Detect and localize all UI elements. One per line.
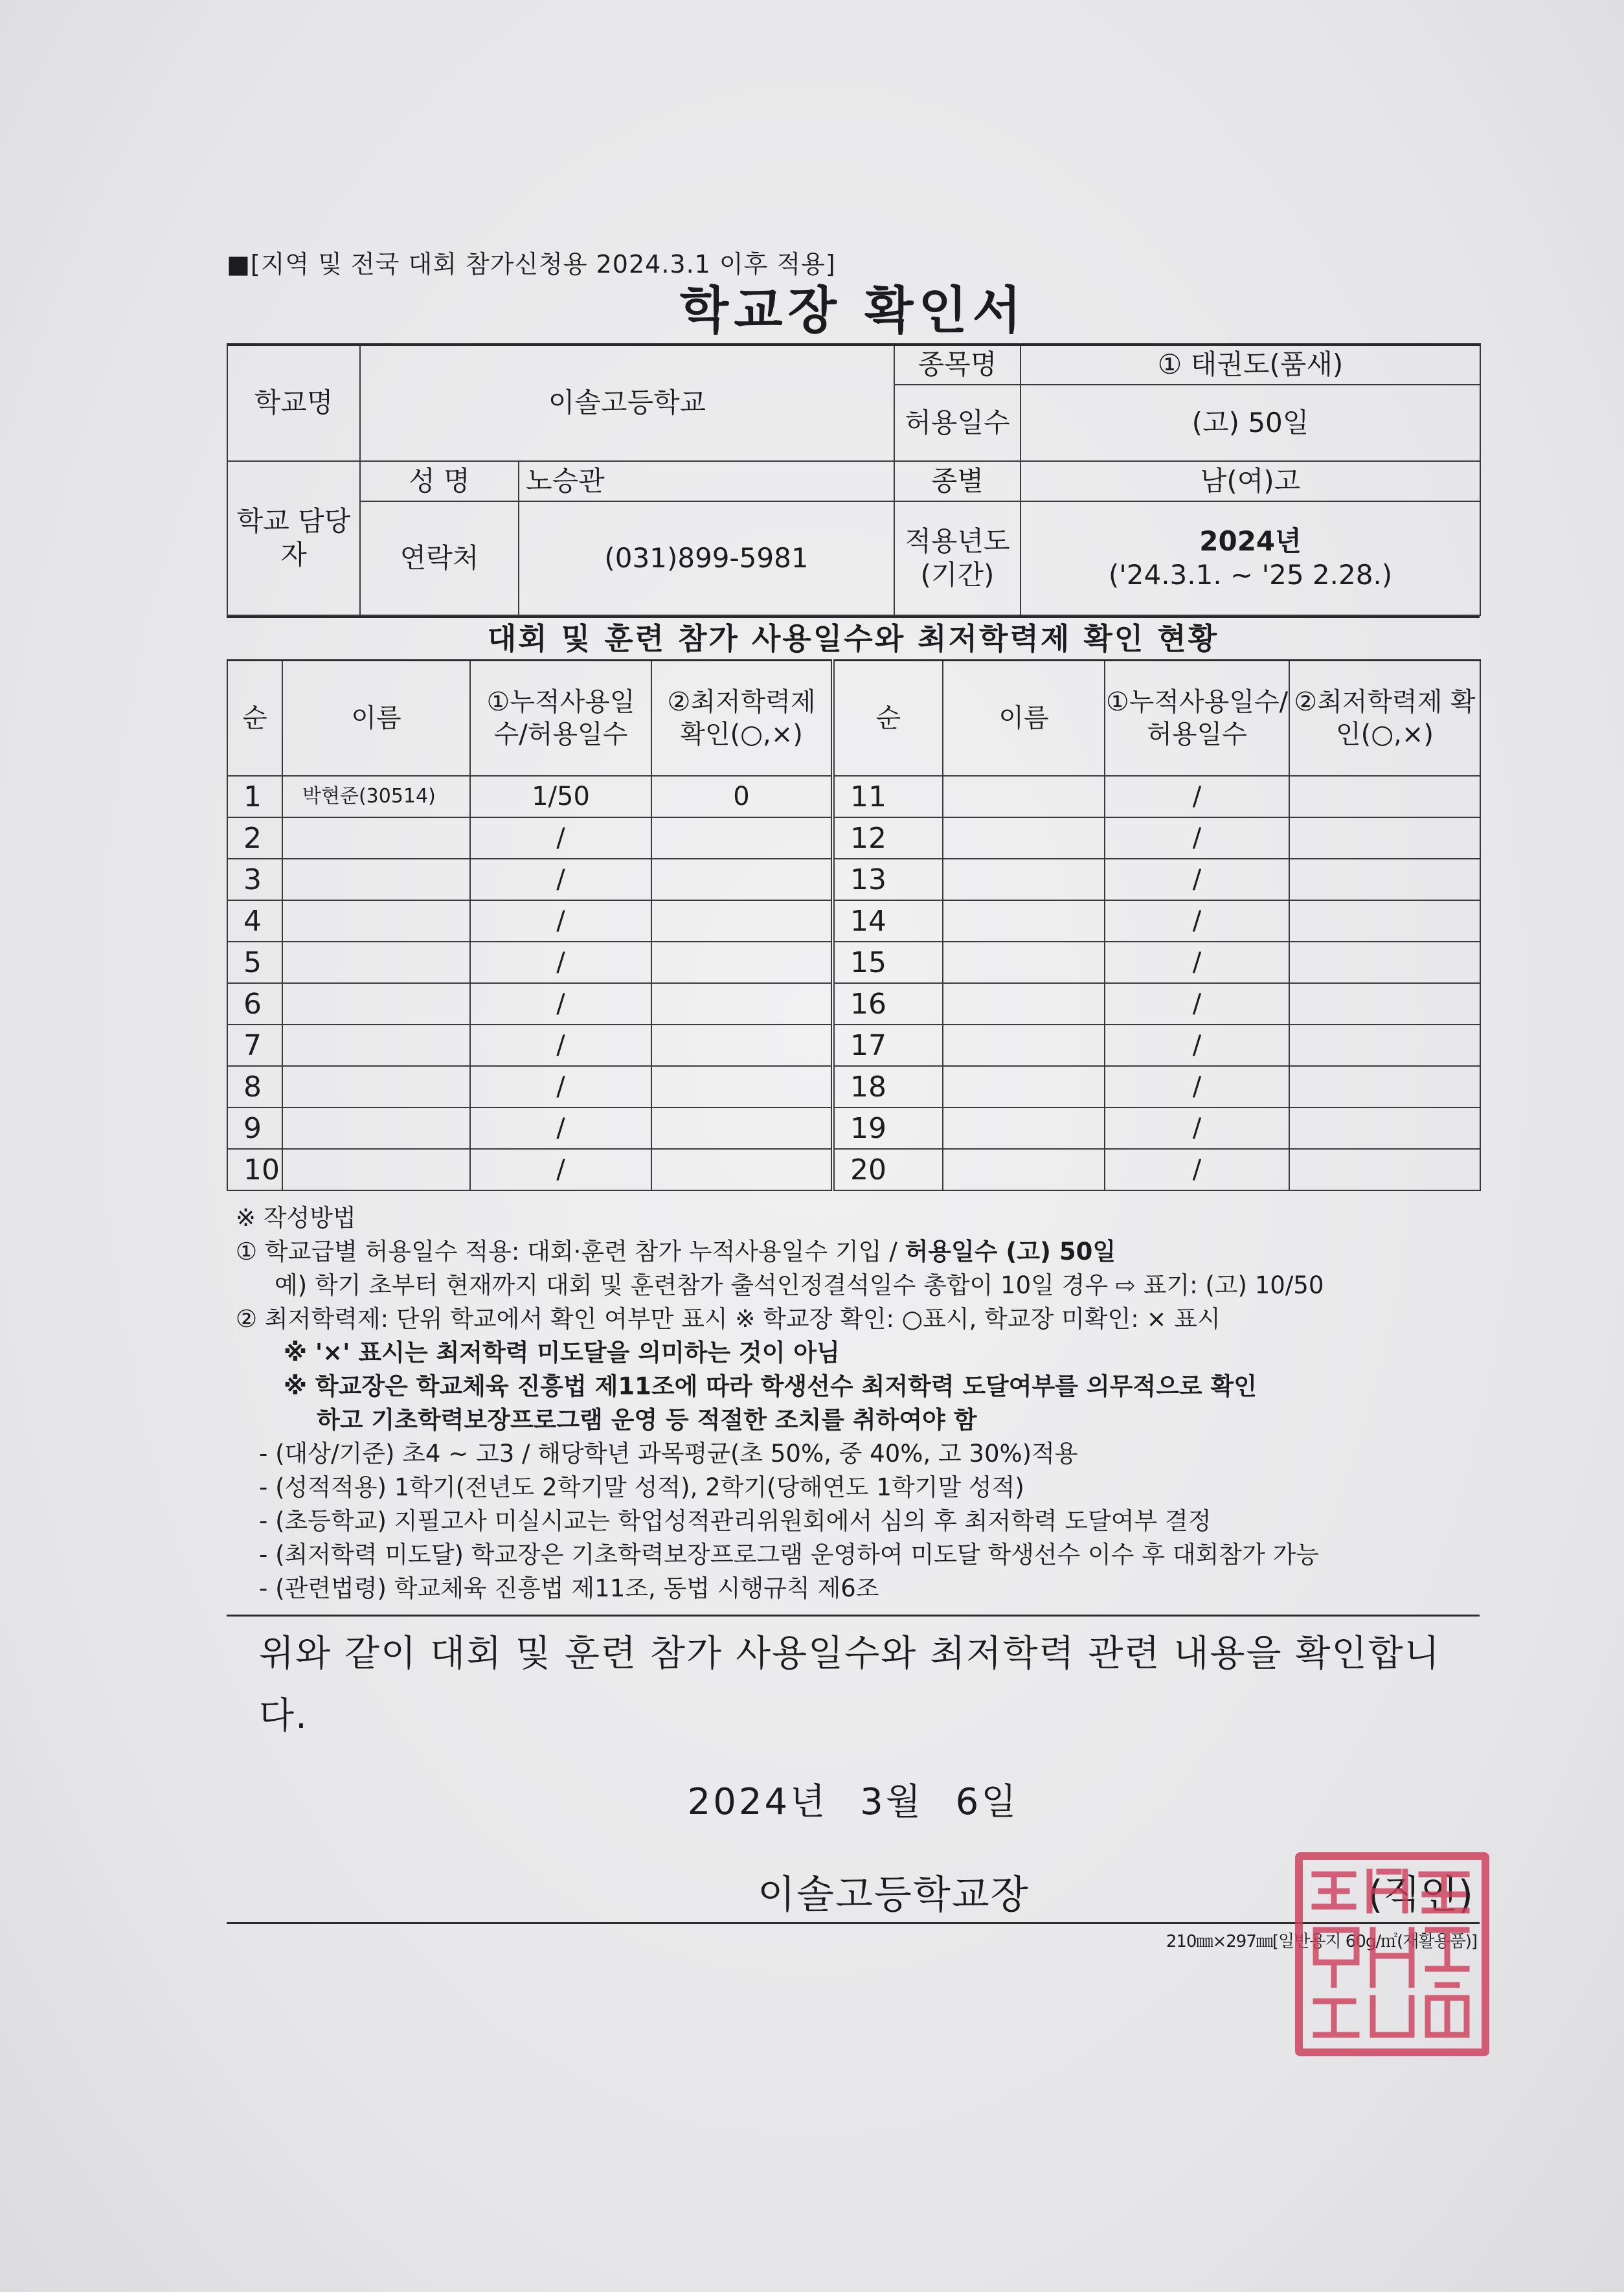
row-check: [1289, 859, 1480, 900]
header-check: ②최저학력제 확인(○,×): [651, 661, 833, 777]
row-number: 17: [833, 1025, 943, 1066]
gender-label: 종별: [894, 461, 1021, 501]
row-days: /: [470, 859, 651, 900]
row-name: [282, 1066, 470, 1107]
row-check: [651, 1025, 833, 1066]
section-title: 대회 및 훈련 참가 사용일수와 최저학력제 확인 현황: [227, 616, 1480, 659]
row-number: 8: [227, 1066, 282, 1107]
contact-label: 연락처: [360, 501, 519, 615]
period-label: 적용년도 (기간): [894, 501, 1021, 615]
row-number: 14: [833, 900, 943, 942]
row-number: 6: [227, 983, 282, 1025]
row-check: [1289, 983, 1480, 1025]
table-row: [227, 942, 1480, 983]
participation-table: [227, 659, 1481, 1191]
row-name: 박현준(30514): [282, 776, 470, 817]
row-name: [943, 817, 1105, 859]
row-days: /: [1105, 1149, 1289, 1190]
header-check: ②최저학력제 확인(○,×): [1289, 661, 1480, 777]
principal-name: 이솔고등학교장: [758, 1872, 1030, 1918]
row-name: [282, 983, 470, 1025]
staff-name: 노승관: [519, 461, 894, 501]
bottom-rule: [227, 1922, 1480, 1924]
table-row: [227, 1066, 1480, 1107]
note-2-b1: ※ 학교장은 학교체육 진흥법 제11조에 따라 학생선수 최저학력 도달여부를 의무적으로 확인: [284, 1372, 1257, 1400]
gender-value: 남(여)고: [1021, 461, 1480, 501]
row-number: 4: [227, 900, 282, 942]
staff-label: 학교 담당자: [227, 461, 360, 615]
row-number: 15: [833, 942, 943, 983]
row-check: [1289, 1025, 1480, 1066]
header-no: 순: [227, 661, 282, 777]
info-table: [227, 343, 1481, 616]
event-value: ① 태권도(품새): [1021, 345, 1480, 385]
row-number: 20: [833, 1149, 943, 1190]
header-days: ①누적사용일수/허용일수: [1105, 661, 1289, 777]
table-row: [227, 776, 1480, 817]
school-name: 이솔고등학교: [360, 345, 894, 461]
allowed-days-label: 허용일수: [894, 385, 1021, 461]
row-check: [1289, 1149, 1480, 1190]
row-check: [651, 1107, 833, 1149]
row-name: [943, 1149, 1105, 1190]
row-days: /: [1105, 859, 1289, 900]
note-dash-1: - (대상/기준) 초4 ~ 고3 / 해당학년 과목평균(초 50%, 중 40%, 고 30%)적용: [259, 1440, 1078, 1468]
period-range: ('24.3.1. ~ '25 2.28.): [1108, 559, 1393, 591]
row-check: [1289, 900, 1480, 942]
row-days: /: [1105, 776, 1289, 817]
table-row: [227, 900, 1480, 942]
row-name: [282, 1107, 470, 1149]
header-no: 순: [833, 661, 943, 777]
row-name: [943, 1066, 1105, 1107]
signature-line: [227, 1844, 1480, 1922]
row-days: /: [470, 900, 651, 942]
row-name: [282, 942, 470, 983]
row-days: /: [1105, 1066, 1289, 1107]
row-number: 19: [833, 1107, 943, 1149]
note-1-text: ① 학교급별 허용일수 적용: 대회·훈련 참가 누적사용일수 기입 /: [236, 1238, 905, 1265]
confirmation-document: [227, 246, 1480, 1952]
instructions: [227, 1201, 1480, 1606]
header-days: ①누적사용일수/허용일수: [470, 661, 651, 777]
row-days: /: [1105, 1107, 1289, 1149]
row-check: [651, 1149, 833, 1190]
row-number: 9: [227, 1107, 282, 1149]
notes-heading: ※ 작성방법: [236, 1204, 356, 1232]
table-header: [227, 661, 1480, 777]
row-check: [1289, 817, 1480, 859]
row-days: /: [470, 1066, 651, 1107]
table-body: [227, 776, 1480, 1190]
row-days: /: [470, 1107, 651, 1149]
row-number: 10: [227, 1149, 282, 1190]
row-name: [943, 983, 1105, 1025]
row-name: [282, 817, 470, 859]
row-days: /: [470, 1025, 651, 1066]
header-name: 이름: [282, 661, 470, 777]
row-check: [1289, 1107, 1480, 1149]
row-days: /: [470, 1149, 651, 1190]
row-number: 18: [833, 1066, 943, 1107]
name-label: 성 명: [360, 461, 519, 501]
row-days: /: [1105, 942, 1289, 983]
row-check: [1289, 942, 1480, 983]
contact-value: (031)899-5981: [519, 501, 894, 615]
table-row: [227, 1025, 1480, 1066]
row-days: /: [470, 983, 651, 1025]
period-value: [1021, 501, 1480, 615]
paper-spec: 210㎜×297㎜[일반용지 60g/㎡(재활용품)]: [1166, 1932, 1477, 1951]
row-days: /: [1105, 817, 1289, 859]
school-label: 학교명: [227, 345, 360, 461]
confirmation-text: 위와 같이 대회 및 훈련 참가 사용일수와 최저학력 관련 내용을 확인합니다.: [227, 1615, 1480, 1747]
note-1-bold: 허용일수 (고) 50일: [905, 1238, 1116, 1265]
note-dash-4: - (최저학력 미도달) 학교장은 기초학력보장프로그램 운영하여 미도달 학생선수 이수 후 대회참가 가능: [259, 1541, 1320, 1569]
row-days: /: [470, 942, 651, 983]
header-name: 이름: [943, 661, 1105, 777]
note-2: ② 최저학력제: 단위 학교에서 확인 여부만 표시 ※ 학교장 확인: ○표시, 학교장 미확인: × 표시: [236, 1305, 1221, 1333]
table-row: [227, 1149, 1480, 1190]
row-number: 7: [227, 1025, 282, 1066]
row-check: [651, 983, 833, 1025]
row-name: [943, 1107, 1105, 1149]
row-days: 1/50: [470, 776, 651, 817]
note-dash-3: - (초등학교) 지필고사 미실시교는 학업성적관리위원회에서 심의 후 최저학력 도달여부 결정: [259, 1507, 1212, 1535]
row-check: [651, 859, 833, 900]
row-check: [651, 900, 833, 942]
note-1: [236, 1235, 1480, 1269]
event-label: 종목명: [894, 345, 1021, 385]
note-2-a: ※ '×' 표시는 최저학력 미도달을 의미하는 것이 아님: [284, 1339, 840, 1367]
row-check: [651, 942, 833, 983]
row-name: [282, 1149, 470, 1190]
row-name: [943, 1025, 1105, 1066]
row-check: 0: [651, 776, 833, 817]
row-check: [1289, 1066, 1480, 1107]
row-number: 12: [833, 817, 943, 859]
row-number: 3: [227, 859, 282, 900]
issue-date: 2024년 3월 6일: [687, 1781, 1019, 1823]
row-number: 1: [227, 776, 282, 817]
row-check: [1289, 776, 1480, 817]
table-row: [227, 1107, 1480, 1149]
row-name: [943, 776, 1105, 817]
row-check: [651, 817, 833, 859]
row-number: 13: [833, 859, 943, 900]
row-days: /: [470, 817, 651, 859]
seal-label: (직인): [1368, 1872, 1473, 1918]
seal-glyphs-icon: [1308, 1865, 1478, 2045]
note-dash-5: - (관련법령) 학교체육 진흥법 제11조, 동법 시행규칙 제6조: [259, 1574, 879, 1602]
table-row: [227, 859, 1480, 900]
row-days: /: [1105, 1025, 1289, 1066]
row-name: [943, 900, 1105, 942]
row-number: 11: [833, 776, 943, 817]
row-number: 16: [833, 983, 943, 1025]
row-name: [943, 942, 1105, 983]
row-number: 5: [227, 942, 282, 983]
document-title: 학교장 확인서: [679, 282, 1027, 340]
row-name: [282, 859, 470, 900]
row-number: 2: [227, 817, 282, 859]
row-name: [282, 900, 470, 942]
period-year: 2024년: [1199, 525, 1302, 557]
header-note: ■[지역 및 전국 대회 참가신청용 2024.3.1 이후 적용]: [227, 250, 836, 278]
row-check: [651, 1066, 833, 1107]
row-name: [943, 859, 1105, 900]
note-2-b2: 하고 기초학력보장프로그램 운영 등 적절한 조치를 취하여야 함: [317, 1406, 977, 1434]
row-name: [282, 1025, 470, 1066]
table-row: [227, 983, 1480, 1025]
allowed-days-value: (고) 50일: [1021, 385, 1480, 461]
note-1-example: 예) 학기 초부터 현재까지 대회 및 훈련참가 출석인정결석일수 총합이 10일 경우 ⇨ 표기: (고) 10/50: [275, 1271, 1324, 1299]
school-seal-stamp: [1295, 1852, 1489, 2056]
row-days: /: [1105, 983, 1289, 1025]
note-dash-2: - (성적적용) 1학기(전년도 2학기말 성적), 2학기(당해연도 1학기말 성적): [259, 1473, 1024, 1501]
table-row: [227, 817, 1480, 859]
row-days: /: [1105, 900, 1289, 942]
